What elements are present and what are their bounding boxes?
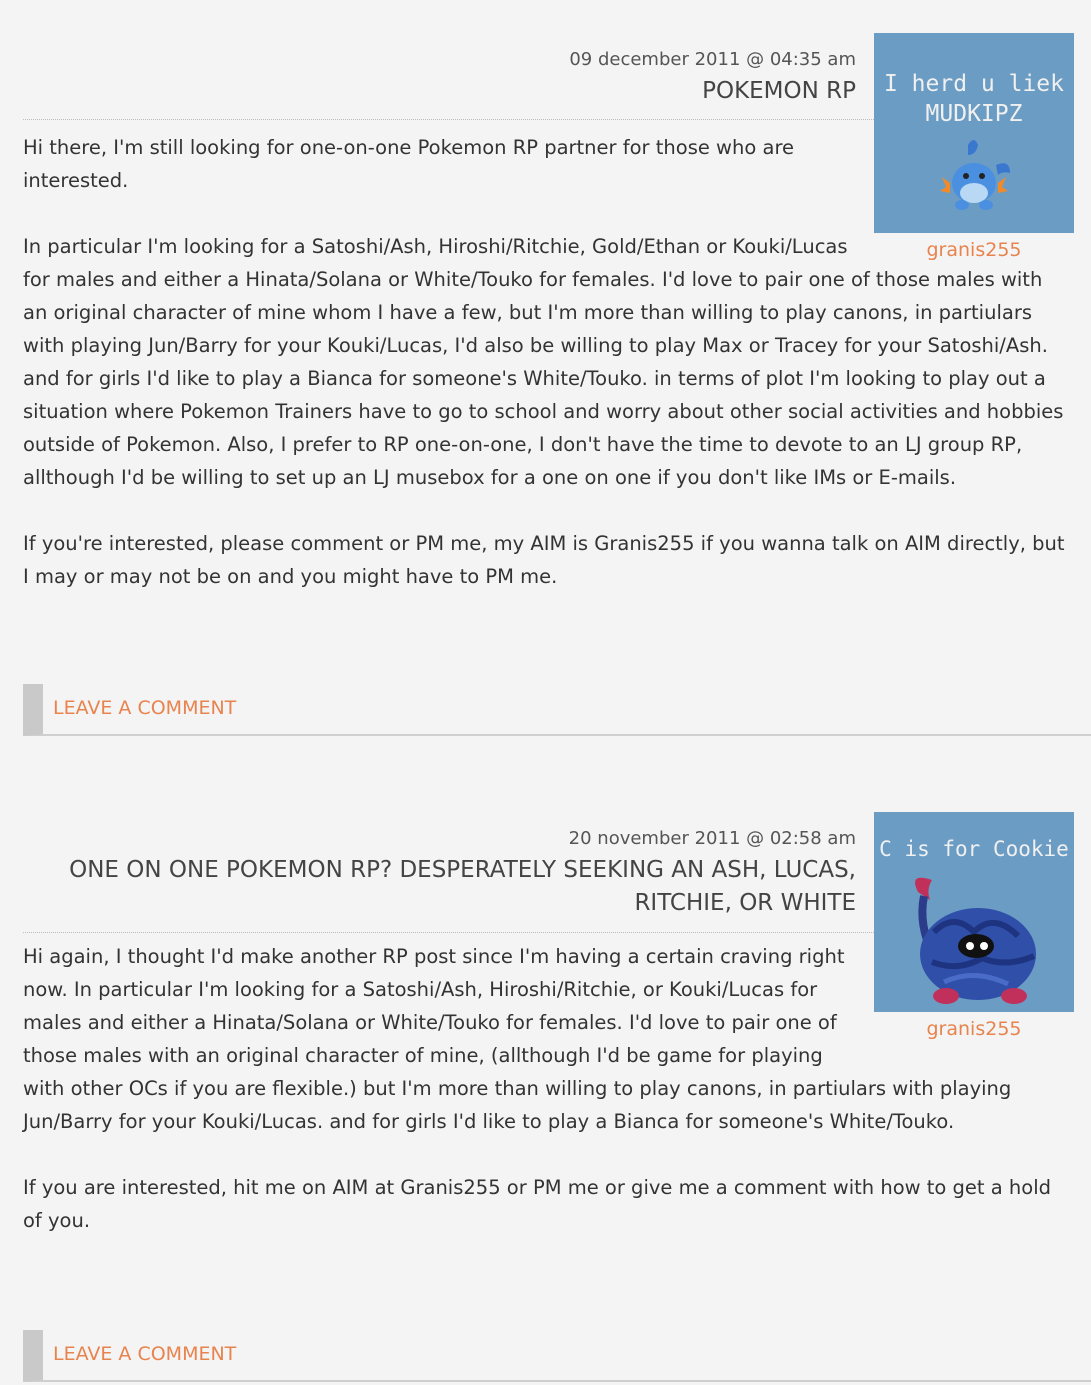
username-link[interactable]: granis255: [926, 1018, 1022, 1040]
entry-title[interactable]: ONE ON ONE POKEMON RP? DESPERATELY SEEKING AN ASH, LUCAS, RITCHIE, OR WHITE: [69, 857, 856, 916]
leave-comment-link[interactable]: LEAVE A COMMENT: [53, 697, 237, 719]
entry-date: 09 december 2011 @ 04:35 am: [569, 49, 856, 70]
leave-comment-link[interactable]: LEAVE A COMMENT: [53, 1343, 237, 1365]
comment-bar: [23, 1330, 1091, 1382]
userpic-mudkip[interactable]: [874, 33, 1074, 233]
entry-title[interactable]: POKEMON RP: [702, 78, 856, 104]
entry-date: 20 november 2011 @ 02:58 am: [568, 828, 856, 849]
username-link[interactable]: granis255: [926, 239, 1022, 261]
userpic-tangela[interactable]: [874, 812, 1074, 1012]
entry-paragraph: Hi there, I'm still looking for one-on-one Pokemon RP partner for those who are interested.: [23, 136, 795, 192]
userpic-caption-1: I herd u liek: [883, 71, 1065, 97]
journal-entry: [23, 0, 1068, 719]
entry-paragraph: If you're interested, please comment or PM me, my AIM is Granis255 if you wanna talk on AIM directly, but I may or may not be on and you might have to PM me.: [23, 532, 1065, 588]
userpic-caption-2: MUDKIPZ: [925, 101, 1023, 127]
userpic-box: [874, 33, 1074, 262]
tangela-image: [874, 812, 1074, 1012]
mudkip-image: [874, 33, 1074, 233]
userpic-caption-1: C is for Cookie: [879, 837, 1069, 861]
journal-entry: [23, 780, 1069, 1365]
entry-paragraph: In particular I'm looking for a Satoshi/Ash, Hiroshi/Ritchie, Gold/Ethan or Kouki/Lucas for males and either a Hinata/Solana or White/Touko for females. I'd love to pair one of those males with an original character of mine whom I have a few, but I'm more than willing to play canons, in partiulars with playing Jun/Barry for your Kouki/Lucas, I'd also be willing to play Max or Tracey for your Satoshi/Ash. and for girls I'd like to play a Bianca for someone's White/Touko. in terms of plot I'm looking to play out a situation where Pokemon Trainers have to go to school and worry about other social activities and hobbies outside of Pokemon. Also, I prefer to RP one-on-one, I don't have the time to devote to an LJ group RP, allthough I'd be willing to set up an LJ musebox for a one on one if you don't like IMs or E-mails.: [23, 235, 1064, 489]
entry-paragraph: Hi again, I thought I'd make another RP post since I'm having a certain craving right now. In particular I'm looking for a Satoshi/Ash, Hiroshi/Ritchie, or Kouki/Lucas for males and either a Hinata/Solana or White/Touko for females. I'd love to pair one of those males with an original character of mine, (allthough I'd be game for playing with other OCs if you are flexible.) but I'm more than willing to play canons, in partiulars with playing Jun/Barry for your Kouki/Lucas. and for girls I'd like to play a Bianca for someone's White/Touko.: [23, 945, 1012, 1133]
entry-paragraph: If you are interested, hit me on AIM at Granis255 or PM me or give me a comment with how to get a hold of you.: [23, 1176, 1052, 1232]
comment-bar: [23, 684, 1091, 736]
userpic-box: [874, 812, 1074, 1041]
